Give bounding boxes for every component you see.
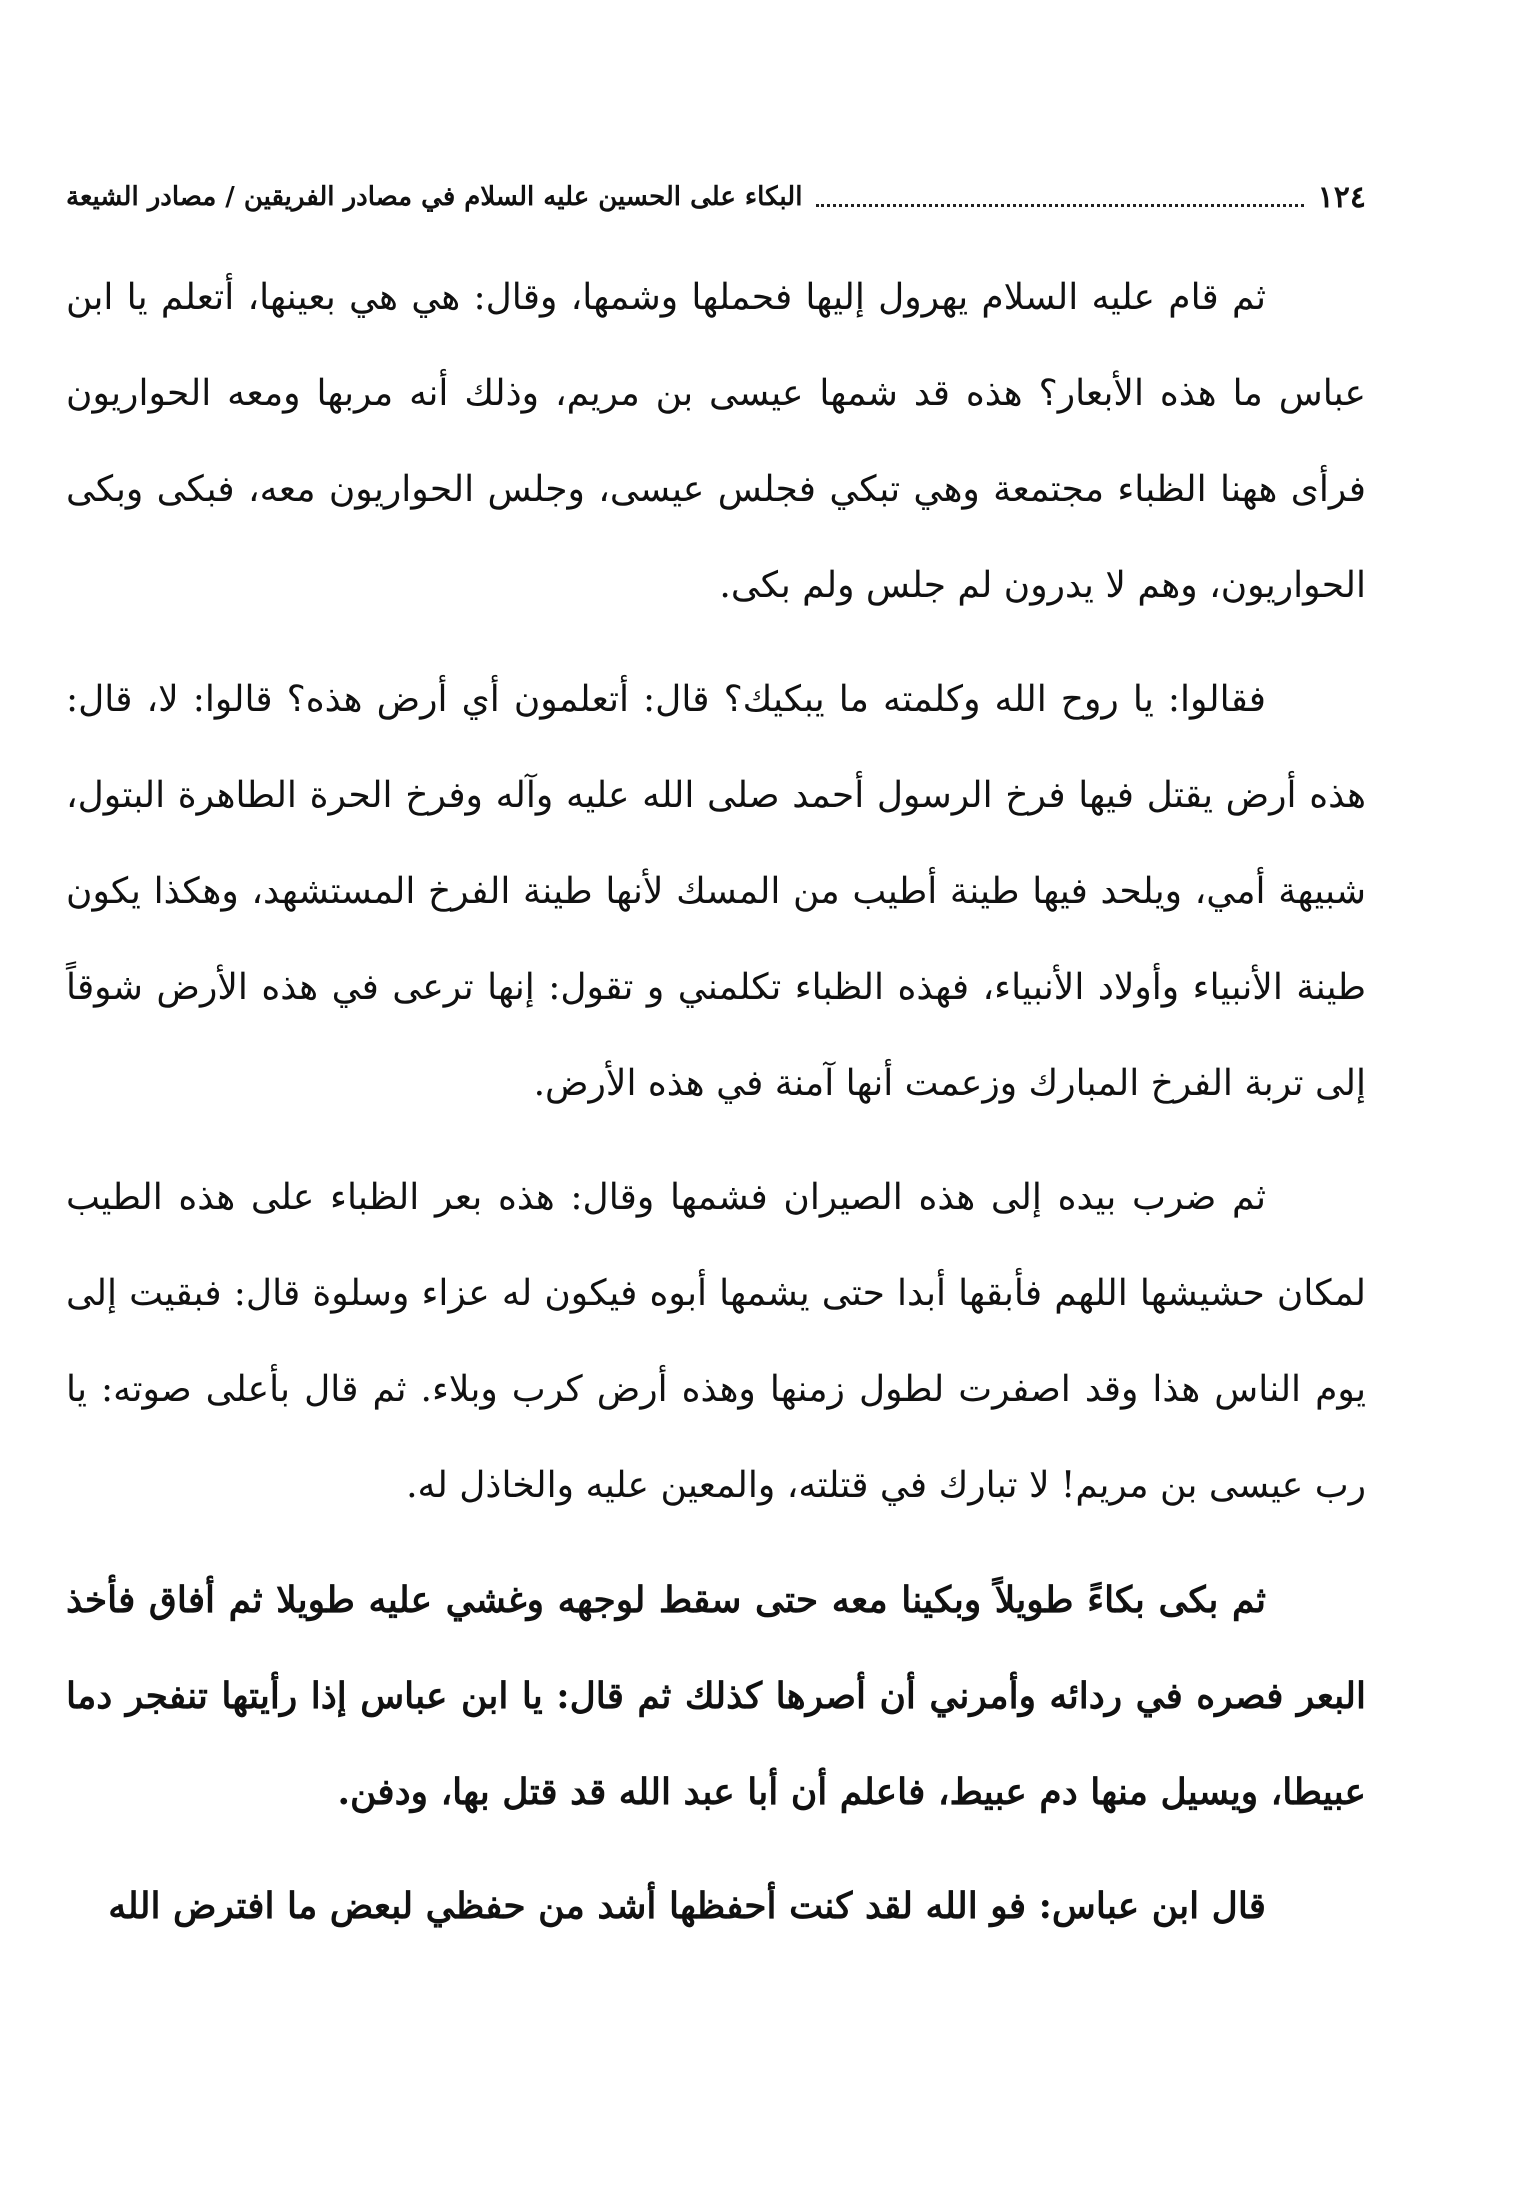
paragraph-4: ثم بكى بكاءً طويلاً وبكينا معه حتى سقط لوجهه وغشي عليه طويلا ثم أفاق فأخذ البعر فصره في ردائه وأمرني أن أصرها كذلك ثم قال: يا ابن عباس إذا رأيتها تنفجر دما عبيطا، ويسيل منها دم عبيط، فاعلم أن أبا عبد الله قد قتل بها، ودفن. <box>66 1579 1366 1813</box>
header-dot-leader <box>816 204 1303 207</box>
running-title: البكاء على الحسين عليه السلام في مصادر الفريقين / مصادر الشيعة <box>66 182 803 212</box>
paragraph-5: قال ابن عباس: فو الله لقد كنت أحفظها أشد من حفظي لبعض ما افترض الله <box>108 1885 1266 1927</box>
paragraph-2: فقالوا: يا روح الله وكلمته ما يبكيك؟ قال: أتعلمون أي أرض هذه؟ قالوا: لا، قال: هذه أرض يقتل فيها فرخ الرسول أحمد صلى الله عليه وآله وفرخ الحرة الطاهرة البتول، شبيهة أمي، ويلحد فيها طينة أطيب من المسك لأنها طينة الفرخ المستشهد، وهكذا يكون طينة الأنبياء وأولاد الأنبياء، فهذه الظباء تكلمني و تقول: إنها ترعى في هذه الأرض شوقاً إلى تربة الفرخ المبارك وزعمت أنها آمنة في هذه الأرض. <box>66 679 1366 1104</box>
paragraph-3: ثم ضرب بيده إلى هذه الصيران فشمها وقال: هذه بعر الظباء على هذه الطيب لمكان حشيشها اللهم فأبقها أبدا حتى يشمها أبوه فيكون له عزاء وسلوة قال: فبقيت إلى يوم الناس هذا وقد اصفرت لطول زمنها وهذه أرض كرب وبلاء. ثم قال بأعلى صوته: يا رب عيسى بن مريم! لا تبارك في قتلته، والمعين عليه والخاذل له. <box>66 1177 1366 1506</box>
paragraph-1: ثم قام عليه السلام يهرول إليها فحملها وشمها، وقال: هي هي بعينها، أتعلم يا ابن عباس ما هذه الأبعار؟ هذه قد شمها عيسى بن مريم، وذلك أنه مربها ومعه الحواريون فرأى ههنا الظباء مجتمعة وهي تبكي فجلس عيسى، وجلس الحواريون معه، فبكى وبكى الحواريون، وهم لا يدرون لم جلس ولم بكى. <box>66 277 1366 606</box>
page-number: ١٢٤ <box>1317 179 1366 215</box>
page-header <box>66 172 1366 222</box>
page-body <box>66 250 1366 1972</box>
